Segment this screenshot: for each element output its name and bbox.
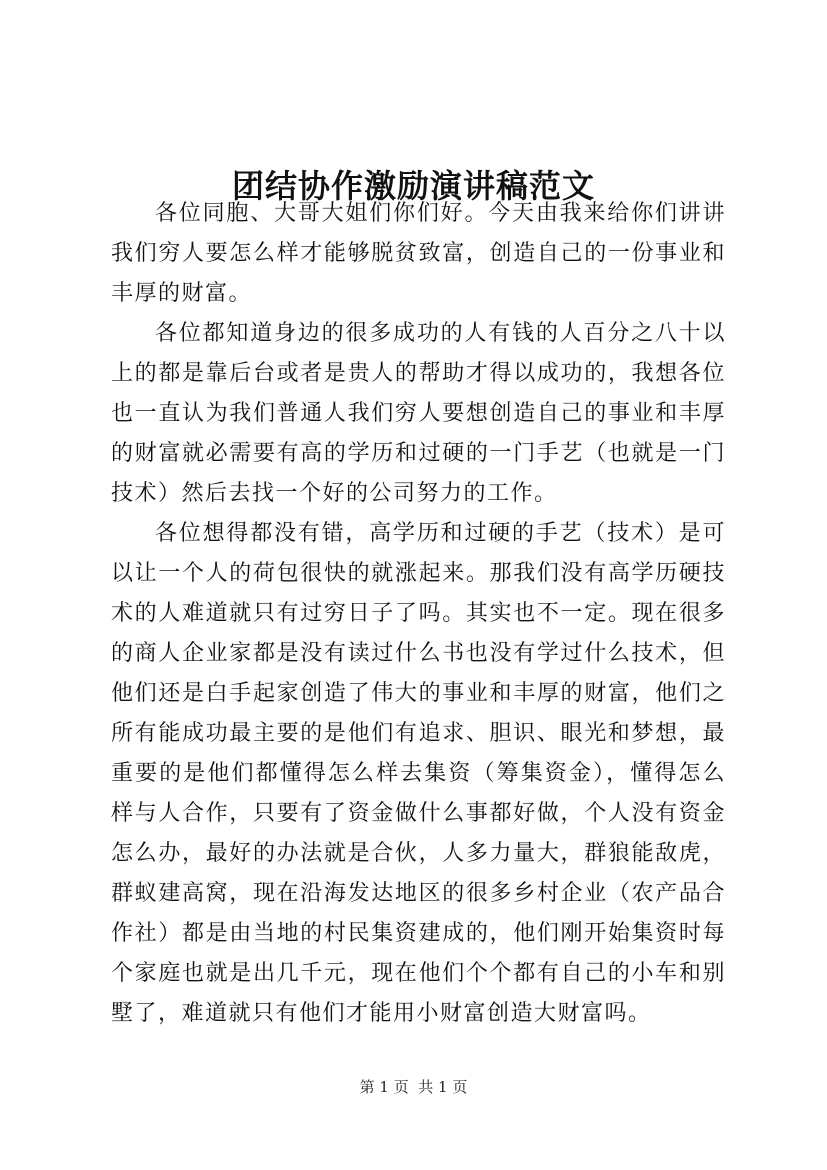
page-footer — [0, 1077, 827, 1097]
document-title: 团结协作激励演讲稿范文 — [231, 167, 595, 206]
paragraph-2: 各位都知道身边的很多成功的人有钱的人百分之八十以上的都是靠后台或者是贵人的帮助才得以成功的，我想各位也一直认为我们普通人我们穷人要想创造自己的事业和丰厚的财富就必需要有高的学历和过硬的一门手艺（也就是一门技术）然后去找一个好的公司努力的工作。 — [111, 321, 726, 506]
page-number-label: 第 1 页 共 1 页 — [359, 1078, 468, 1096]
paragraph-3: 各位想得都没有错，高学历和过硬的手艺（技术）是可以让一个人的荷包很快的就涨起来。那我们没有高学历硬技术的人难道就只有过穷日子了吗。其实也不一定。现在很多的商人企业家都是没有读过什么书也没有学过什么技术，但他们还是白手起家创造了伟大的事业和丰厚的财富，他们之所有能成功最主要的是他们有追求、胆识、眼光和梦想，最重要的是他们都懂得怎么样去集资（筹集资金），懂得怎么样与人合作，只要有了资金做什么事都好做，个人没有资金怎么办，最好的办法就是合伙，人多力量大，群狼能敌虎，群蚁建高窝，现在沿海发达地区的很多乡村企业（农产品合作社）都是由当地的村民集资建成的，他们刚开始集资时每个家庭也就是出几千元，现在他们个个都有自己的小车和别墅了，难道就只有他们才能用小财富创造大财富吗。 — [111, 521, 726, 1026]
paragraph-1: 各位同胞、大哥大姐们你们好。今天由我来给你们讲讲我们穷人要怎么样才能够脱贫致富，创造自己的一份事业和丰厚的财富。 — [111, 201, 726, 306]
document-body — [111, 194, 726, 1034]
